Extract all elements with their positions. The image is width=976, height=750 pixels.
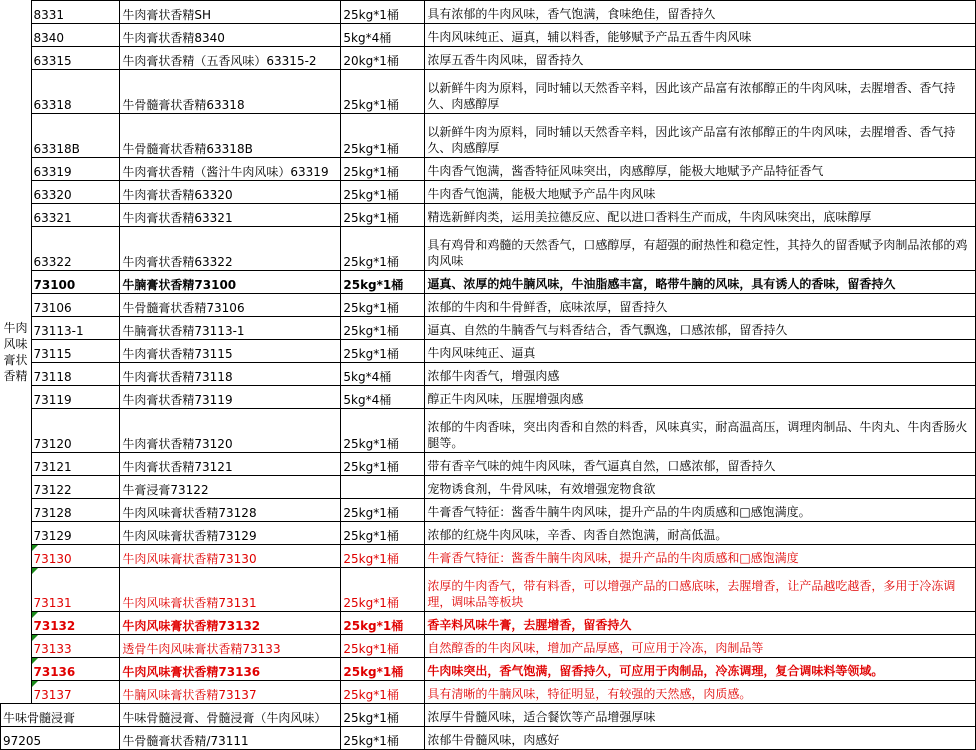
- pack-cell[interactable]: 25kg*1桶: [341, 271, 425, 294]
- code-cell[interactable]: 73115: [31, 340, 120, 363]
- table-row[interactable]: [1, 386, 976, 409]
- code-cell[interactable]: 63318B: [31, 114, 120, 158]
- table-row[interactable]: [1, 363, 976, 386]
- name-cell[interactable]: 牛肉膏状香精73119: [120, 386, 341, 409]
- pack-cell[interactable]: 25kg*1桶: [341, 499, 425, 522]
- pack-cell[interactable]: 25kg*1桶: [341, 453, 425, 476]
- code-cell[interactable]: 73128: [31, 499, 120, 522]
- description-cell[interactable]: 逼真、浓厚的炖牛腩风味，牛油脂感丰富，略带牛腩的风味，具有诱人的香味，留香持久: [425, 271, 976, 294]
- description-cell[interactable]: 具有清晰的牛腩风味，特征明显，有较强的天然感，肉质感。: [425, 681, 976, 704]
- pack-cell[interactable]: 25kg*1桶: [341, 704, 425, 727]
- table-row[interactable]: [1, 1, 976, 24]
- code-cell[interactable]: 63322: [31, 227, 120, 271]
- pack-cell[interactable]: 25kg*1桶: [341, 227, 425, 271]
- pack-cell[interactable]: 25kg*1桶: [341, 70, 425, 114]
- name-cell[interactable]: 牛骨髓膏状香精63318B: [120, 114, 341, 158]
- table-row[interactable]: [1, 522, 976, 545]
- description-cell[interactable]: 浓郁牛骨髓风味，肉感好: [425, 727, 976, 750]
- description-cell[interactable]: 牛肉香气饱满，酱香特征风味突出，肉感醇厚，能极大地赋予产品特征香气: [425, 158, 976, 181]
- name-cell[interactable]: 牛肉膏状香精73120: [120, 409, 341, 453]
- code-cell[interactable]: 63319: [31, 158, 120, 181]
- table-row[interactable]: [1, 158, 976, 181]
- name-cell[interactable]: 牛腩膏状香精73100: [120, 271, 341, 294]
- pack-cell[interactable]: 25kg*1桶: [341, 340, 425, 363]
- pack-cell[interactable]: 20kg*1桶: [341, 47, 425, 70]
- name-cell[interactable]: 牛肉风味膏状香精73136: [120, 658, 341, 681]
- name-cell[interactable]: 牛肉风味膏状香精73132: [120, 612, 341, 635]
- table-row[interactable]: [1, 635, 976, 658]
- pack-cell[interactable]: 25kg*1桶: [341, 612, 425, 635]
- code-cell[interactable]: 73118: [31, 363, 120, 386]
- table-row[interactable]: [1, 114, 976, 158]
- code-cell[interactable]: 97205: [1, 727, 120, 750]
- description-cell[interactable]: 牛膏香气特征：酱香牛腩牛肉风味，提升产品的牛肉质感和□感饱满度: [425, 545, 976, 568]
- code-cell[interactable]: 8340: [31, 24, 120, 47]
- code-cell[interactable]: 73129: [31, 522, 120, 545]
- pack-cell[interactable]: 25kg*1桶: [341, 658, 425, 681]
- table-row[interactable]: [1, 294, 976, 317]
- description-cell[interactable]: 逼真、自然的牛腩香气与料香结合，香气飘逸，口感浓郁，留香持久: [425, 317, 976, 340]
- description-cell[interactable]: 醇正牛肉风味，压腥增强肉感: [425, 386, 976, 409]
- name-cell[interactable]: 牛肉膏状香精8340: [120, 24, 341, 47]
- code-cell[interactable]: 73119: [31, 386, 120, 409]
- table-row[interactable]: [1, 612, 976, 635]
- pack-cell[interactable]: 25kg*1桶: [341, 158, 425, 181]
- table-row[interactable]: [1, 453, 976, 476]
- table-row[interactable]: [1, 568, 976, 612]
- name-cell[interactable]: 牛膏浸膏73122: [120, 476, 341, 499]
- product-table-body: [1, 1, 976, 750]
- code-cell[interactable]: 73113-1: [31, 317, 120, 340]
- name-cell[interactable]: 牛肉膏状香精（酱汁牛肉风味）63319: [120, 158, 341, 181]
- pack-cell[interactable]: 25kg*1桶: [341, 568, 425, 612]
- pack-cell[interactable]: 5kg*4桶: [341, 363, 425, 386]
- name-cell[interactable]: 牛肉膏状香精73115: [120, 340, 341, 363]
- code-cell[interactable]: 73122: [31, 476, 120, 499]
- code-cell[interactable]: 63318: [31, 70, 120, 114]
- name-cell[interactable]: 牛肉风味膏状香精73130: [120, 545, 341, 568]
- table-row[interactable]: [1, 727, 976, 750]
- description-cell[interactable]: 香辛料风味牛膏，去腥增香，留香持久: [425, 612, 976, 635]
- code-cell[interactable]: 73120: [31, 409, 120, 453]
- code-cell[interactable]: 73132: [31, 612, 120, 635]
- description-cell[interactable]: 带有香辛气味的炖牛肉风味，香气逼真自然，口感浓郁，留香持久: [425, 453, 976, 476]
- description-cell[interactable]: 牛膏香气特征：酱香牛腩牛肉风味，提升产品的牛肉质感和□感饱满度。: [425, 499, 976, 522]
- code-cell[interactable]: 63321: [31, 204, 120, 227]
- description-cell[interactable]: 浓郁牛肉香气，增强肉感: [425, 363, 976, 386]
- name-cell[interactable]: 牛腩膏状香精73113-1: [120, 317, 341, 340]
- table-row[interactable]: [1, 340, 976, 363]
- code-cell[interactable]: 73137: [31, 681, 120, 704]
- code-cell[interactable]: 牛味骨髓浸膏: [1, 704, 120, 727]
- table-row[interactable]: [1, 271, 976, 294]
- pack-cell[interactable]: [341, 476, 425, 499]
- description-cell[interactable]: 自然醇香的牛肉风味，增加产品厚感，可应用于冷冻，肉制品等: [425, 635, 976, 658]
- description-cell[interactable]: 具有鸡骨和鸡髓的天然香气，口感醇厚，有超强的耐热性和稳定性，其持久的留香赋予肉制品浓郁的鸡肉风味: [425, 227, 976, 271]
- description-cell[interactable]: 浓厚的牛肉香气，带有料香，可以增强产品的口感底味，去腥增香，让产品越吃越香，多用于冷冻调理，调味品等板块: [425, 568, 976, 612]
- description-cell[interactable]: 浓郁的牛肉和牛骨鲜香，底味浓厚，留香持久: [425, 294, 976, 317]
- name-cell[interactable]: 牛肉膏状香精SH: [120, 1, 341, 24]
- table-row[interactable]: [1, 47, 976, 70]
- pack-cell[interactable]: 5kg*4桶: [341, 24, 425, 47]
- category-cell[interactable]: [1, 1, 32, 704]
- code-cell[interactable]: 73130: [31, 545, 120, 568]
- name-cell[interactable]: 牛肉膏状香精（五香风味）63315-2: [120, 47, 341, 70]
- table-row[interactable]: [1, 499, 976, 522]
- name-cell[interactable]: 牛肉风味膏状香精73128: [120, 499, 341, 522]
- description-cell[interactable]: 以新鲜牛肉为原料，同时辅以天然香辛料，因此该产品富有浓郁醇正的牛肉风味，去腥增香、香气持久、肉感醇厚: [425, 70, 976, 114]
- pack-cell[interactable]: 25kg*1桶: [341, 522, 425, 545]
- code-cell[interactable]: 73131: [31, 568, 120, 612]
- table-row[interactable]: [1, 317, 976, 340]
- name-cell[interactable]: 牛骨髓膏状香精63318: [120, 70, 341, 114]
- table-row[interactable]: [1, 227, 976, 271]
- pack-cell[interactable]: 25kg*1桶: [341, 294, 425, 317]
- name-cell[interactable]: 牛肉膏状香精63322: [120, 227, 341, 271]
- table-row[interactable]: [1, 545, 976, 568]
- name-cell[interactable]: 牛骨髓膏状香精73106: [120, 294, 341, 317]
- description-cell[interactable]: 浓郁的红烧牛肉风味，辛香、肉香自然饱满，耐高低温。: [425, 522, 976, 545]
- code-cell[interactable]: 63315: [31, 47, 120, 70]
- description-cell[interactable]: 牛肉味突出，香气饱满，留香持久，可应用于肉制品，冷冻调理，复合调味料等领域。: [425, 658, 976, 681]
- code-cell[interactable]: 63320: [31, 181, 120, 204]
- code-cell[interactable]: 73136: [31, 658, 120, 681]
- pack-cell[interactable]: 5kg*4桶: [341, 386, 425, 409]
- description-cell[interactable]: 以新鲜牛肉为原料，同时辅以天然香辛料，因此该产品富有浓郁醇正的牛肉风味，去腥增香、香气持久、肉感醇厚: [425, 114, 976, 158]
- name-cell[interactable]: 牛骨髓膏状香精/73111: [120, 727, 341, 750]
- pack-cell[interactable]: 25kg*1桶: [341, 317, 425, 340]
- name-cell[interactable]: 牛肉膏状香精73118: [120, 363, 341, 386]
- category-label: 牛肉风味膏状香精: [3, 320, 28, 383]
- code-cell[interactable]: 73100: [31, 271, 120, 294]
- code-cell[interactable]: 73133: [31, 635, 120, 658]
- pack-cell[interactable]: 25kg*1桶: [341, 204, 425, 227]
- description-cell[interactable]: 牛肉风味纯正、逼真，辅以料香，能够赋予产品五香牛肉风味: [425, 24, 976, 47]
- table-row[interactable]: [1, 681, 976, 704]
- description-cell[interactable]: 牛肉香气饱满，能极大地赋予产品牛肉风味: [425, 181, 976, 204]
- code-cell[interactable]: 8331: [31, 1, 120, 24]
- table-row[interactable]: [1, 476, 976, 499]
- code-cell[interactable]: 73106: [31, 294, 120, 317]
- name-cell[interactable]: 牛味骨髓浸膏、骨髓浸膏（牛肉风味）: [120, 704, 341, 727]
- pack-cell[interactable]: 25kg*1桶: [341, 181, 425, 204]
- code-cell[interactable]: 73121: [31, 453, 120, 476]
- description-cell[interactable]: 精选新鲜肉类，运用美拉德反应、配以进口香料生产而成，牛肉风味突出，底味醇厚: [425, 204, 976, 227]
- pack-cell[interactable]: 25kg*1桶: [341, 1, 425, 24]
- table-row[interactable]: [1, 70, 976, 114]
- table-row[interactable]: [1, 204, 976, 227]
- description-cell[interactable]: 浓郁的牛肉香味，突出肉香和自然的料香，风味真实，耐高温高压，调理肉制品、牛肉丸、牛肉香肠火腿等。: [425, 409, 976, 453]
- name-cell[interactable]: 牛肉膏状香精63320: [120, 181, 341, 204]
- description-cell[interactable]: 宠物诱食剂，牛骨风味，有效增强宠物食欲: [425, 476, 976, 499]
- pack-cell[interactable]: 25kg*1桶: [341, 114, 425, 158]
- pack-cell[interactable]: 25kg*1桶: [341, 635, 425, 658]
- pack-cell[interactable]: 25kg*1桶: [341, 681, 425, 704]
- table-row[interactable]: [1, 24, 976, 47]
- name-cell[interactable]: 牛腩风味膏状香精73137: [120, 681, 341, 704]
- name-cell[interactable]: 牛肉风味膏状香精73129: [120, 522, 341, 545]
- name-cell[interactable]: 牛肉膏状香精73121: [120, 453, 341, 476]
- table-row[interactable]: [1, 181, 976, 204]
- table-row[interactable]: [1, 658, 976, 681]
- name-cell[interactable]: 牛肉风味膏状香精73131: [120, 568, 341, 612]
- description-cell[interactable]: 浓厚牛骨髓风味，适合餐饮等产品增强厚味: [425, 704, 976, 727]
- name-cell[interactable]: 透骨牛肉风味膏状香精73133: [120, 635, 341, 658]
- table-row[interactable]: [1, 409, 976, 453]
- pack-cell[interactable]: 25kg*1桶: [341, 545, 425, 568]
- pack-cell[interactable]: 25kg*1桶: [341, 409, 425, 453]
- description-cell[interactable]: 牛肉风味纯正、逼真: [425, 340, 976, 363]
- description-cell[interactable]: 具有浓郁的牛肉风味，香气饱满，食味绝佳，留香持久: [425, 1, 976, 24]
- table-row[interactable]: [1, 704, 976, 727]
- name-cell[interactable]: 牛肉膏状香精63321: [120, 204, 341, 227]
- description-cell[interactable]: 浓厚五香牛肉风味，留香持久: [425, 47, 976, 70]
- pack-cell[interactable]: 25kg*1桶: [341, 727, 425, 750]
